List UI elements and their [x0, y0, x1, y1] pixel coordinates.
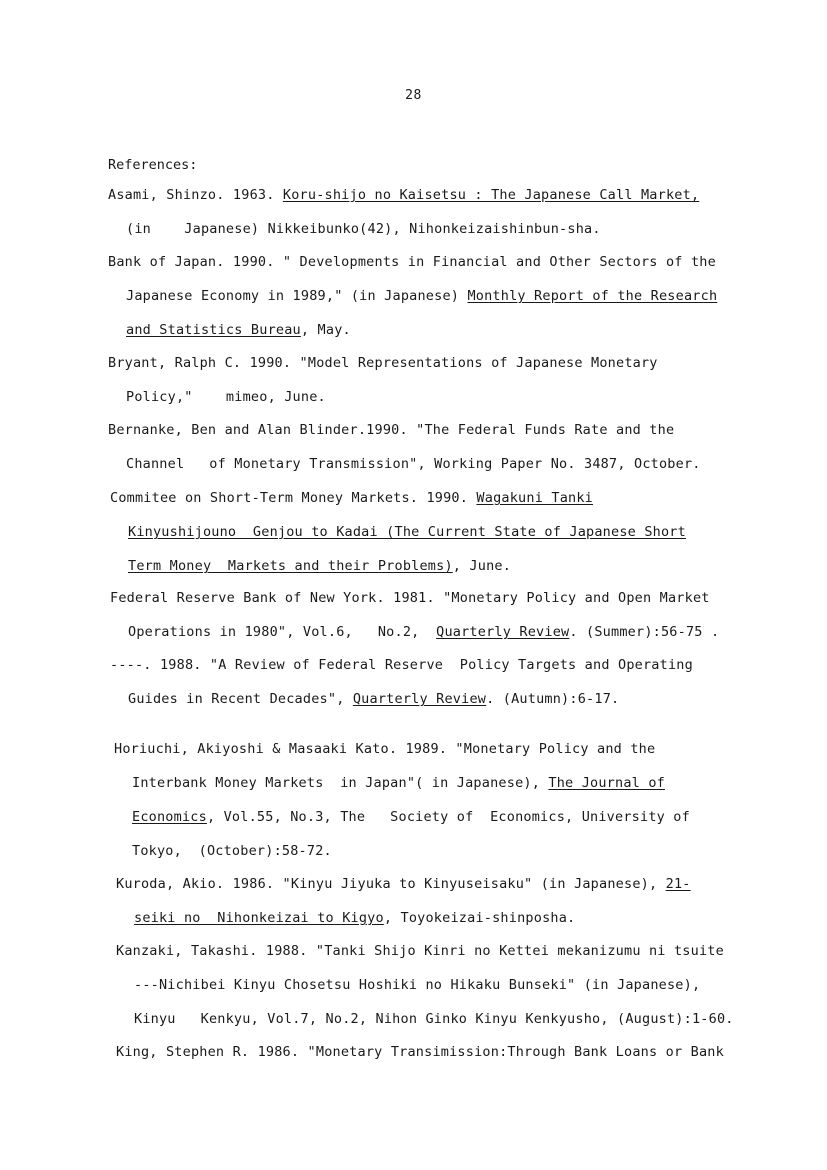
references-heading: References: [108, 157, 198, 173]
reference-line [114, 741, 655, 757]
reference-text: Commitee on Short-Term Money Markets. 1990. [110, 490, 477, 506]
reference-text: Guides in Recent Decades", [128, 691, 353, 707]
reference-line [108, 355, 658, 371]
reference-line [126, 456, 701, 472]
reference-text: Operations in 1980", Vol.6, No.2, [128, 624, 437, 640]
reference-text: Interbank Money Markets in Japan"( in Japanese), [132, 775, 549, 791]
reference-line [126, 389, 326, 405]
reference-line [110, 657, 693, 673]
reference-text: Asami, Shinzo. 1963. [108, 187, 283, 203]
reference-text: . (Summer):56-75 . [569, 624, 720, 640]
reference-line [132, 809, 690, 825]
reference-title: The Journal of [548, 775, 665, 791]
reference-text: King, Stephen R. 1986. "Monetary Transimission:Through Bank Loans or Bank [116, 1044, 724, 1060]
reference-text: Policy," mimeo, June. [126, 389, 326, 405]
reference-line [108, 187, 699, 203]
reference-text: Federal Reserve Bank of New York. 1981. "Monetary Policy and Open Market [110, 590, 710, 606]
reference-line [132, 843, 332, 859]
reference-line [128, 624, 719, 640]
reference-text: Horiuchi, Akiyoshi & Masaaki Kato. 1989. "Monetary Policy and the [114, 741, 656, 757]
reference-title: 21- [665, 876, 691, 892]
reference-line [128, 691, 619, 707]
reference-line [134, 1011, 734, 1027]
reference-line [134, 977, 700, 993]
reference-text: Bank of Japan. 1990. " Developments in Financial and Other Sectors of the [108, 254, 716, 270]
reference-title: Kinyushijouno Genjou to Kadai (The Current State of Japanese Short [128, 524, 686, 540]
reference-line [108, 422, 674, 438]
reference-line [126, 288, 717, 304]
reference-line [108, 254, 716, 270]
reference-text: , Toyokeizai-shinposha. [383, 910, 576, 926]
reference-line [128, 524, 686, 540]
reference-title: Monthly Report of the Research [467, 288, 718, 304]
reference-title: Quarterly Review [352, 691, 487, 707]
reference-line [126, 221, 601, 237]
reference-title: Koru-shijo no Kaisetsu : The Japanese Call Market, [282, 187, 700, 203]
reference-text: Channel of Monetary Transmission", Working Paper No. 3487, October. [126, 456, 701, 472]
reference-title: Term Money Markets and their Problems) [128, 558, 453, 574]
reference-text: Tokyo, (October):58-72. [132, 843, 332, 859]
reference-text: , June. [452, 558, 512, 574]
reference-line [132, 775, 665, 791]
reference-text: Japanese Economy in 1989," (in Japanese) [126, 288, 468, 304]
reference-text: Bryant, Ralph C. 1990. "Model Representations of Japanese Monetary [108, 355, 658, 371]
reference-line [116, 876, 691, 892]
reference-title: seiki no Nihonkeizai to Kigyo [134, 910, 384, 926]
reference-title: and Statistics Bureau [126, 322, 301, 338]
reference-text: Kuroda, Akio. 1986. "Kinyu Jiyuka to Kinyuseisaku" (in Japanese), [116, 876, 666, 892]
reference-text: Kanzaki, Takashi. 1988. "Tanki Shijo Kinri no Kettei mekanizumu ni tsuite [116, 943, 724, 959]
reference-text: ----. 1988. "A Review of Federal Reserve Policy Targets and Operating [110, 657, 693, 673]
reference-text: ---Nichibei Kinyu Chosetsu Hoshiki no Hikaku Bunseki" (in Japanese), [134, 977, 701, 993]
reference-line [128, 558, 511, 574]
page-number: 28 [405, 88, 422, 103]
reference-title: Quarterly Review [436, 624, 570, 640]
reference-text: . (Autumn):6-17. [486, 691, 620, 707]
reference-line [110, 590, 710, 606]
reference-text: Bernanke, Ben and Alan Blinder.1990. "The Federal Funds Rate and the [108, 422, 675, 438]
reference-title: Economics [132, 809, 207, 825]
reference-line [134, 910, 575, 926]
reference-line [110, 490, 593, 506]
reference-line [116, 1044, 724, 1060]
reference-line [116, 943, 724, 959]
reference-text: , May. [300, 322, 351, 338]
reference-title: Wagakuni Tanki [476, 490, 594, 506]
reference-text: , Vol.55, No.3, The Society of Economics, University of [206, 809, 690, 825]
reference-text: Kinyu Kenkyu, Vol.7, No.2, Nihon Ginko Kinyu Kenkyusho, (August):1-60. [134, 1011, 734, 1027]
reference-line [126, 322, 351, 338]
reference-text: (in Japanese) Nikkeibunko(42), Nihonkeizaishinbun-sha. [126, 221, 601, 237]
